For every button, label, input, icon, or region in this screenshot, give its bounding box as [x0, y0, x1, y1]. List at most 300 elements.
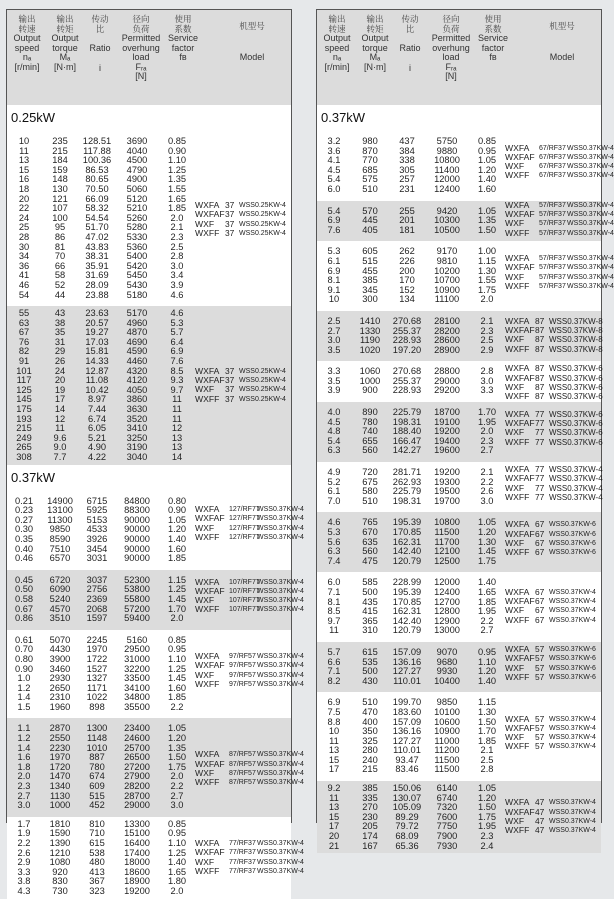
- service-factor-cell: 1.95: [477, 606, 497, 617]
- service-factor-cell: 1.65: [167, 866, 187, 877]
- speed-cell: 5.7: [327, 646, 341, 657]
- header-unit: [N]: [445, 71, 457, 81]
- ratio-cell: 2756: [86, 584, 108, 595]
- model-type: WXF: [505, 482, 525, 493]
- model-motor-code: WSS0.37KW-4: [257, 840, 304, 847]
- model-size: 67: [535, 614, 545, 625]
- header-symbol: i: [99, 62, 101, 73]
- model-size: 97/RF57: [229, 680, 256, 688]
- model-list: [505, 465, 603, 502]
- ratio-cell: 86.53: [85, 164, 109, 175]
- torque-cell: 635: [362, 536, 378, 547]
- service-factor-cell: 1.50: [477, 716, 497, 727]
- service-factor-cell: 1.65: [167, 193, 187, 204]
- model-size: 37: [225, 200, 235, 211]
- model-size: 87/RF57: [229, 760, 256, 768]
- model-size: 57: [535, 643, 545, 654]
- load-cell: 3410: [126, 423, 148, 434]
- speed-cell: 1.9: [17, 828, 31, 839]
- service-factor-cell: 1.85: [167, 553, 187, 564]
- table-row: [7, 405, 291, 415]
- service-factor-cell: 1.45: [167, 673, 187, 684]
- table-row: [7, 156, 291, 166]
- model-size: 47: [535, 806, 545, 817]
- model-size: 57/RF37: [539, 264, 566, 272]
- service-factor-cell: 0.90: [167, 505, 187, 516]
- model-type: WXFA: [195, 365, 220, 376]
- ratio-cell: 150.06: [392, 783, 422, 794]
- model-size: 127/RF77: [229, 524, 260, 532]
- model-entry: [505, 345, 603, 354]
- table-row: [7, 443, 291, 453]
- torque-cell: 70: [54, 251, 66, 262]
- speed-cell: 22: [18, 203, 30, 214]
- service-factor-cell: 1.60: [477, 183, 497, 194]
- model-motor-code: WSS0.37KW-4: [257, 867, 304, 875]
- speed-cell: 1.8: [17, 761, 31, 772]
- ratio-cell: 197.20: [392, 344, 422, 355]
- service-factor-cell: 1.25: [167, 847, 187, 858]
- model-motor-code: WSS0.37KW-6: [549, 655, 596, 663]
- service-factor-cell: 2.5: [170, 241, 184, 252]
- model-type: WXFF: [195, 393, 220, 404]
- model-type: WXF: [505, 161, 525, 172]
- model-motor-code: WSS0.37KW-6: [549, 664, 596, 672]
- speed-cell: 193: [16, 413, 32, 424]
- model-motor-code: WSS0.25KW-4: [239, 395, 286, 403]
- service-factor-cell: 7.6: [170, 356, 184, 367]
- load-cell: 19100: [434, 416, 460, 427]
- ratio-cell: 1010: [86, 742, 108, 753]
- model-type: WXFF: [505, 491, 530, 502]
- header-en: Ratio: [89, 43, 111, 53]
- load-cell: 9420: [436, 205, 458, 216]
- torque-cell: 1720: [49, 761, 71, 772]
- speed-cell: 4.9: [327, 467, 341, 478]
- torque-cell: 130: [52, 183, 68, 194]
- header-service-factor: [475, 15, 511, 63]
- load-cell: 11500: [434, 754, 460, 765]
- load-cell: 52300: [124, 574, 150, 585]
- torque-cell: 167: [362, 840, 378, 851]
- service-factor-cell: 2.0: [170, 212, 184, 223]
- torque-cell: 4430: [49, 644, 71, 655]
- model-type: WXF: [505, 334, 525, 345]
- torque-cell: 510: [362, 495, 378, 506]
- model-motor-code: WSS0.37KW-4: [567, 201, 614, 209]
- model-entry: [505, 493, 603, 502]
- load-cell: 33500: [124, 673, 150, 684]
- ratio-cell: 12.87: [85, 365, 109, 376]
- ratio-cell: 170: [399, 275, 415, 286]
- load-cell: 19600: [434, 445, 460, 456]
- model-type: WXFAF: [195, 513, 225, 524]
- model-size: 37: [225, 393, 235, 404]
- load-cell: 5400: [126, 251, 148, 262]
- table-row: [7, 166, 291, 176]
- load-cell: 7930: [436, 840, 458, 851]
- model-motor-code: WSS0.37KW-8: [549, 335, 603, 345]
- service-factor-cell: 2.7: [170, 790, 184, 801]
- model-size: 127/RF77: [229, 515, 260, 523]
- torque-cell: 1410: [359, 315, 381, 326]
- torque-cell: 7510: [49, 543, 71, 554]
- table-row: [317, 446, 601, 456]
- torque-cell: 585: [362, 577, 378, 588]
- torque-cell: 1130: [50, 790, 70, 801]
- torque-cell: 29: [54, 346, 66, 357]
- torque-cell: 14: [54, 404, 66, 415]
- ratio-cell: 228.93: [392, 385, 422, 396]
- torque-cell: 655: [362, 435, 378, 446]
- torque-cell: 107: [52, 203, 68, 214]
- section-title: 0.25kW: [11, 110, 56, 125]
- service-factor-cell: 0.80: [167, 495, 187, 506]
- torque-cell: 405: [362, 224, 378, 235]
- service-factor-cell: 2.8: [480, 366, 494, 377]
- ratio-cell: 100.36: [82, 155, 112, 166]
- ratio-cell: 609: [89, 781, 105, 792]
- model-motor-code: WSS0.37KW-4: [567, 264, 614, 272]
- header-zh: 转速: [328, 23, 346, 34]
- speed-cell: 3.6: [327, 145, 341, 156]
- table-row: [7, 319, 291, 329]
- torque-cell: 17: [54, 394, 66, 405]
- model-motor-code: WSS0.37KW-6: [549, 539, 596, 547]
- model-motor-code: WSS0.37KW-4: [257, 671, 304, 679]
- speed-cell: 145: [16, 394, 32, 405]
- service-factor-cell: 2.2: [480, 615, 494, 626]
- model-entry: [195, 777, 304, 788]
- speed-cell: 2.2: [17, 838, 31, 848]
- model-type: WXFAF: [505, 473, 535, 484]
- model-size: 77: [535, 427, 545, 438]
- model-size: 107/RF77: [229, 597, 260, 605]
- row-group: [317, 781, 601, 853]
- model-motor-code: WSS0.37KW-4: [549, 598, 596, 606]
- header-en: Model: [549, 51, 575, 62]
- speed-cell: 4.5: [327, 416, 341, 427]
- row-group: [317, 241, 614, 311]
- speed-cell: 4.5: [327, 164, 341, 175]
- header-symbol: nₐ: [332, 52, 342, 62]
- model-list: [195, 367, 293, 404]
- ratio-cell: 367: [89, 876, 105, 887]
- speed-cell: 18: [18, 183, 30, 194]
- model-motor-code: WSS0.37KW-4: [257, 606, 304, 614]
- load-cell: 90000: [124, 524, 150, 535]
- speed-cell: 0.40: [14, 543, 34, 554]
- model-list: [505, 142, 614, 181]
- load-cell: 12700: [434, 596, 460, 607]
- header-zh: 转速: [18, 23, 36, 34]
- model-type: WXFF: [505, 227, 530, 238]
- load-cell: 11000: [434, 735, 460, 746]
- speed-cell: 6.9: [327, 265, 341, 276]
- header-en: Output: [323, 33, 351, 43]
- speed-cell: 8.5: [327, 606, 341, 617]
- load-cell: 4790: [126, 164, 148, 175]
- model-size: 77: [535, 491, 545, 502]
- header-symbol: fʙ: [489, 52, 497, 62]
- ratio-cell: 255: [399, 205, 415, 216]
- torque-cell: 66: [54, 260, 66, 271]
- service-factor-cell: 1.20: [477, 792, 497, 803]
- torque-cell: 780: [362, 416, 378, 427]
- service-factor-cell: 2.6: [480, 486, 494, 497]
- model-size: 87: [535, 325, 545, 336]
- service-factor-cell: 1.65: [477, 586, 497, 597]
- model-motor-code: WSS0.37KW-4: [567, 254, 614, 262]
- model-motor-code: WSS0.37KW-4: [567, 229, 614, 237]
- model-type: WXFF: [195, 678, 220, 689]
- service-factor-cell: 1.85: [167, 692, 187, 703]
- model-type: WXFF: [195, 865, 220, 876]
- torque-cell: 830: [52, 876, 68, 887]
- torque-cell: 475: [362, 555, 378, 566]
- service-factor-cell: 1.95: [477, 821, 497, 832]
- speed-cell: 6.9: [327, 697, 341, 708]
- header-zh: 输出: [328, 14, 346, 24]
- load-cell: 19700: [434, 495, 460, 506]
- model-size: 87: [535, 334, 545, 345]
- load-cell: 23400: [124, 723, 150, 734]
- model-size: 77: [535, 418, 545, 429]
- model-list: [505, 317, 603, 354]
- model-size: 87/RF57: [229, 779, 256, 787]
- model-motor-code: WSS0.37KW-4: [257, 751, 304, 759]
- speed-cell: 6.1: [327, 255, 341, 266]
- table-row: [7, 338, 291, 348]
- load-cell: 9930: [436, 666, 458, 677]
- model-entry: [505, 280, 614, 291]
- ratio-cell: 54.54: [85, 212, 109, 223]
- model-size: 37: [225, 218, 235, 229]
- model-list: [195, 504, 304, 542]
- model-type: WXFAF: [195, 585, 225, 596]
- load-cell: 27900: [124, 771, 150, 782]
- model-type: WXFF: [505, 741, 530, 752]
- service-factor-cell: 13: [171, 442, 183, 453]
- speed-cell: 6.0: [327, 577, 341, 588]
- model-type: WXFAF: [505, 151, 535, 162]
- speed-cell: 1.5: [17, 701, 31, 712]
- ratio-cell: 538: [89, 847, 105, 858]
- model-type: WXFF: [505, 391, 530, 402]
- header-overhung-load: [117, 15, 165, 82]
- load-cell: 15100: [124, 828, 150, 839]
- load-cell: 5260: [126, 212, 148, 223]
- load-cell: 9070: [436, 646, 458, 657]
- model-motor-code: WSS0.37KW-4: [257, 534, 304, 541]
- service-factor-cell: 2.0: [480, 426, 494, 437]
- speed-cell: 265: [16, 442, 32, 453]
- load-cell: 4320: [126, 365, 148, 376]
- ratio-cell: 162.31: [392, 606, 422, 617]
- table-row: [7, 147, 291, 157]
- load-cell: 28200: [124, 781, 150, 792]
- header-zh: 转矩: [56, 23, 74, 34]
- load-cell: 4590: [126, 346, 148, 357]
- service-factor-cell: 2.2: [480, 476, 494, 487]
- load-cell: 90000: [124, 533, 150, 544]
- torque-cell: 765: [362, 517, 378, 528]
- header-symbol: Mₐ: [369, 52, 381, 62]
- model-size: 77: [535, 408, 545, 419]
- model-size: 57/RF37: [539, 210, 566, 218]
- load-cell: 5120: [126, 193, 148, 204]
- ratio-cell: 157.09: [392, 716, 422, 727]
- service-factor-cell: 1.70: [477, 726, 497, 737]
- model-size: 57/RF37: [539, 282, 566, 290]
- speed-cell: 0.50: [14, 584, 34, 595]
- model-motor-code: WSS0.25KW-4: [239, 220, 286, 228]
- ratio-cell: 17.03: [85, 336, 109, 347]
- torque-cell: 1970: [49, 752, 71, 763]
- model-motor-code: WSS0.37KW-4: [257, 680, 304, 688]
- model-entry: [195, 532, 304, 542]
- ratio-cell: 170.85: [392, 527, 422, 537]
- header-symbol: Mₐ: [59, 52, 71, 62]
- model-motor-code: WSS0.37KW-4: [257, 652, 304, 660]
- ratio-cell: 5153: [86, 514, 108, 525]
- model-size: 87: [535, 363, 545, 374]
- torque-cell: 11300: [47, 514, 73, 525]
- service-factor-cell: 8.5: [170, 365, 184, 376]
- model-type: WXFA: [505, 713, 530, 724]
- model-type: WXF: [505, 662, 525, 673]
- load-cell: 6740: [436, 792, 458, 803]
- model-size: 37: [225, 374, 235, 385]
- ratio-cell: 1022: [86, 692, 108, 703]
- ratio-cell: 2369: [86, 593, 108, 604]
- ratio-cell: 128.51: [82, 136, 112, 146]
- load-cell: 4870: [126, 327, 148, 338]
- header-zh: 输出: [18, 14, 36, 24]
- model-list: [505, 364, 603, 401]
- table-row: [7, 357, 291, 367]
- load-cell: 12100: [434, 546, 460, 557]
- ratio-cell: 120.79: [392, 625, 422, 636]
- model-motor-code: WSS0.37KW-4: [257, 578, 304, 586]
- left-table: [6, 9, 304, 896]
- table-row: [7, 252, 291, 262]
- service-factor-cell: 1.20: [477, 527, 497, 537]
- ratio-cell: 270.68: [392, 315, 422, 326]
- torque-cell: 26: [54, 356, 66, 367]
- load-cell: 28800: [434, 366, 460, 377]
- torque-cell: 1000: [359, 375, 381, 386]
- service-factor-cell: 1.75: [477, 284, 497, 295]
- row-group: [317, 512, 601, 572]
- model-size: 87: [535, 391, 545, 402]
- header-symbol: Fᵣₐ: [135, 61, 147, 72]
- ratio-cell: 152: [399, 284, 415, 295]
- torque-cell: 900: [362, 385, 378, 396]
- ratio-cell: 162.31: [392, 536, 422, 547]
- model-type: WXFA: [505, 142, 530, 153]
- model-motor-code: WSS0.25KW-4: [239, 230, 286, 238]
- service-factor-cell: 1.15: [477, 255, 497, 266]
- speed-cell: 0.27: [14, 514, 34, 525]
- right-table: [316, 9, 614, 851]
- torque-cell: 720: [362, 467, 378, 478]
- model-entry: [195, 229, 293, 238]
- load-cell: 11700: [434, 536, 460, 547]
- ratio-cell: 323: [89, 885, 105, 896]
- ratio-cell: 6.05: [87, 423, 107, 434]
- speed-cell: 3.3: [327, 366, 341, 377]
- service-factor-cell: 1.70: [167, 603, 187, 614]
- speed-cell: 9.7: [327, 615, 341, 626]
- torque-cell: 675: [362, 476, 378, 487]
- torque-cell: 9850: [49, 524, 71, 535]
- model-size: 37: [225, 209, 235, 220]
- header-zh: 传动: [91, 14, 109, 24]
- model-type: WXFA: [195, 749, 220, 760]
- torque-cell: 6570: [49, 553, 71, 564]
- torque-cell: 560: [362, 546, 378, 557]
- speed-cell: 6.1: [327, 486, 341, 497]
- torque-cell: 52: [54, 279, 66, 290]
- model-motor-code: WSS0.37KW-4: [257, 515, 304, 523]
- model-type: WXFA: [505, 199, 530, 210]
- speed-cell: 55: [18, 308, 30, 319]
- model-motor-code: WSS0.37KW-4: [257, 524, 304, 532]
- table-row: [317, 185, 601, 195]
- model-motor-code: WSS0.25KW-4: [239, 202, 286, 210]
- model-size: 77/RF37: [229, 867, 256, 875]
- speed-cell: 249: [16, 432, 32, 443]
- service-factor-cell: 6.9: [170, 346, 184, 357]
- header-unit: [r/min]: [324, 61, 350, 72]
- load-cell: 5160: [126, 634, 148, 645]
- model-motor-code: WSS0.37KW-6: [549, 645, 596, 653]
- model-type: WXFA: [505, 464, 530, 475]
- table-row: [317, 557, 601, 567]
- table-row: [7, 434, 291, 444]
- model-motor-code: WSS0.37KW-6: [549, 409, 603, 419]
- torque-cell: 5240: [49, 593, 71, 604]
- load-cell: 6140: [436, 783, 458, 794]
- speed-cell: 3.5: [327, 375, 341, 386]
- torque-cell: 325: [362, 735, 378, 746]
- service-factor-cell: 1.35: [167, 174, 187, 185]
- ratio-cell: 68.09: [395, 831, 419, 842]
- model-size: 47: [535, 825, 545, 836]
- table-row: [7, 309, 291, 319]
- speed-cell: 5.4: [327, 174, 341, 185]
- model-entry: [505, 227, 614, 238]
- service-factor-cell: 1.05: [477, 205, 497, 216]
- row-group: [317, 402, 601, 462]
- speed-cell: 125: [16, 384, 32, 395]
- load-cell: 29000: [124, 800, 150, 811]
- service-factor-cell: 3.0: [170, 800, 184, 811]
- ratio-cell: 198.31: [392, 416, 422, 427]
- ratio-cell: 6.74: [87, 413, 107, 424]
- torque-cell: 215: [362, 764, 378, 775]
- torque-cell: 1080: [49, 857, 71, 868]
- model-type: WXFAF: [505, 722, 535, 733]
- service-factor-cell: 5.3: [170, 317, 184, 328]
- speed-cell: 5.6: [327, 536, 341, 547]
- service-factor-cell: 1.05: [477, 783, 497, 794]
- model-list: [505, 252, 614, 291]
- service-factor-cell: 14: [171, 452, 183, 462]
- ratio-cell: 65.36: [395, 840, 419, 851]
- header-zh: 负荷: [442, 23, 460, 34]
